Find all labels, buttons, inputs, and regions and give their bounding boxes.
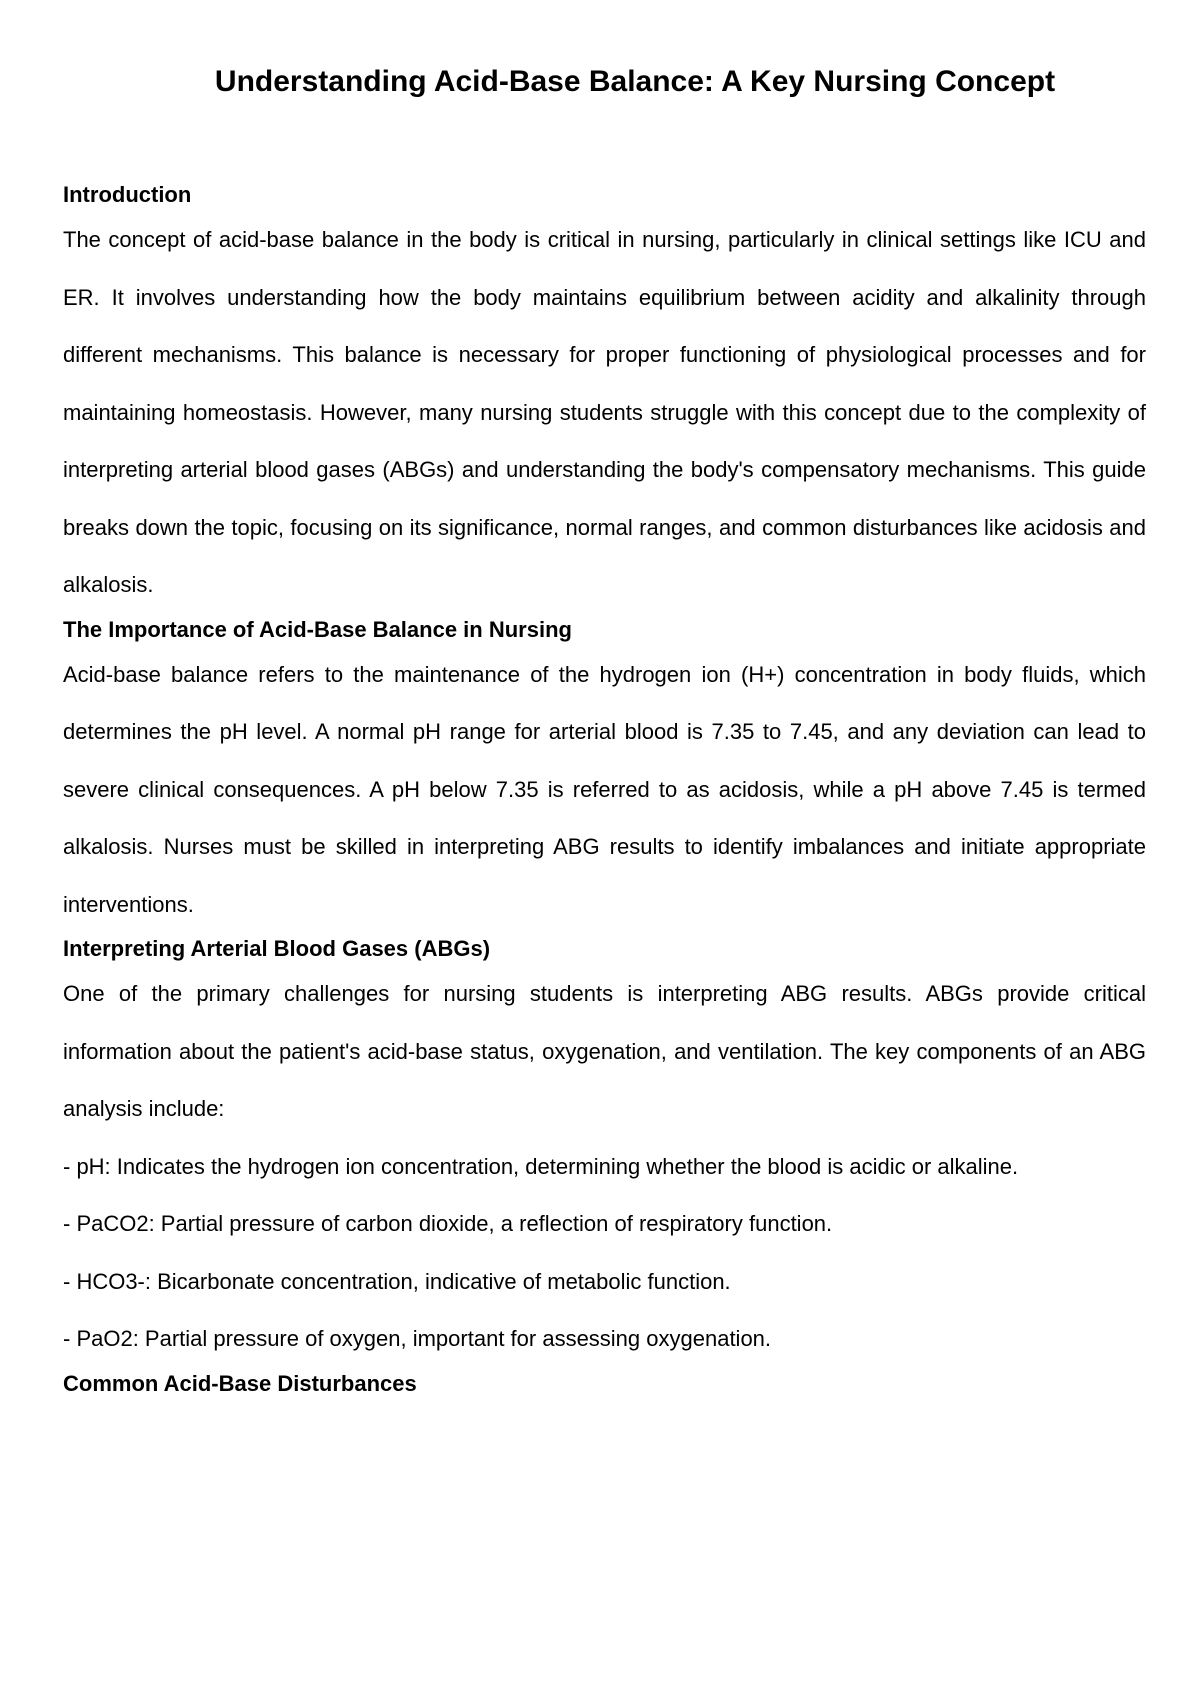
section-paragraph-introduction: The concept of acid-base balance in the body is critical in nursing, particularly in clinical settings like ICU and ER. It involves understanding how the body maintains equilibrium between acidity and alkalinity through different mechanisms. This balance is necessary for proper functioning of physiological processes and for maintaining homeostasis. However, many nursing students struggle with this concept due to the complexity of interpreting arterial blood gases (ABGs) and understanding the body's compensatory mechanisms. This guide breaks down the topic, focusing on its significance, normal ranges, and common disturbances like acidosis and alkalosis.: [63, 227, 1146, 597]
section-heading-disturbances: Common Acid-Base Disturbances: [63, 1370, 417, 1396]
section-abg: [63, 933, 1146, 1368]
list-item: - pH: Indicates the hydrogen ion concentration, determining whether the blood is acidic or alkaline.: [63, 1153, 1019, 1179]
section-importance: [63, 614, 1146, 934]
section-introduction: [63, 179, 1146, 614]
list-item: - PaCO2: Partial pressure of carbon dioxide, a reflection of respiratory function.: [63, 1211, 833, 1236]
section-heading-introduction: Introduction: [63, 182, 192, 207]
document-body: [63, 179, 1146, 1400]
list-item: - PaO2: Partial pressure of oxygen, important for assessing oxygenation.: [63, 1326, 772, 1351]
section-disturbances: [63, 1368, 1146, 1400]
list-item: - HCO3-: Bicarbonate concentration, indicative of metabolic function.: [63, 1268, 731, 1294]
section-heading-abg: Interpreting Arterial Blood Gases (ABGs): [63, 936, 491, 961]
section-paragraph-abg: One of the primary challenges for nursing students is interpreting ABG results. ABGs provide critical information about the patient's acid-base status, oxygenation, and ventilation. The key components of an ABG analysis include:: [63, 981, 1146, 1121]
document-title: Understanding Acid-Base Balance: A Key Nursing Concept: [214, 65, 1056, 98]
section-heading-importance: The Importance of Acid-Base Balance in Nursing: [63, 616, 572, 642]
abg-components-list: [63, 1138, 1146, 1368]
section-paragraph-importance: Acid-base balance refers to the maintenance of the hydrogen ion (H+) concentration in body fluids, which determines the pH level. A normal pH range for arterial blood is 7.35 to 7.45, and any deviation can lead to severe clinical consequences. A pH below 7.35 is referred to as acidosis, while a pH above 7.45 is termed alkalosis. Nurses must be skilled in interpreting ABG results to identify imbalances and initiate appropriate interventions.: [63, 661, 1146, 917]
